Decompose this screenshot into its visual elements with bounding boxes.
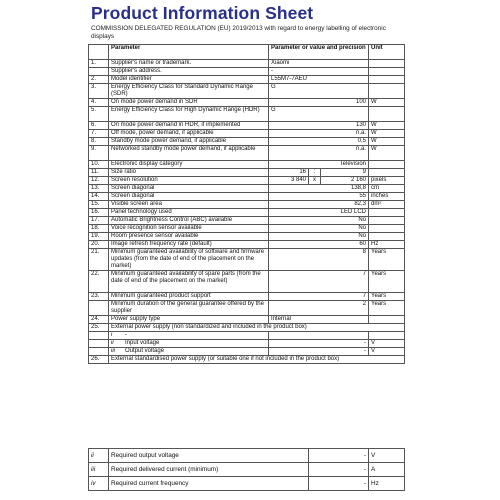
row-unit: W: [369, 138, 405, 146]
table-row: [89, 76, 405, 84]
row-parameter: Screen diagonal: [109, 193, 269, 201]
row-value: 60: [269, 241, 369, 249]
table-row: [89, 225, 405, 233]
row-parameter: Energy Efficiency Class for Standard Dynamic Range (SDR): [109, 84, 269, 99]
row-parameter: Size ratio: [109, 169, 269, 177]
power-supply-requirements-table: [88, 448, 405, 491]
row-number: [89, 68, 109, 76]
row-value: No: [269, 233, 369, 241]
requirement-roman: iv: [89, 477, 109, 491]
row-value: 8: [269, 249, 369, 271]
row-value: -: [269, 68, 369, 76]
row-number: 6.: [89, 122, 109, 130]
requirement-label: Required output voltage: [109, 449, 309, 463]
item-roman: i: [111, 332, 113, 338]
row-value: 55: [269, 193, 369, 201]
table-row: [89, 60, 405, 68]
table-row: [89, 241, 405, 249]
requirement-value: -: [309, 449, 369, 463]
row-parameter: Supplier's name or trademark.: [109, 60, 269, 68]
row-number: 25.: [89, 324, 109, 332]
row-value: 82,3: [269, 201, 369, 209]
row-parameter: Power supply type: [109, 316, 269, 324]
row-parameter: Room presence sensor available: [109, 233, 269, 241]
table-row: [89, 122, 405, 130]
row-value-a: 16: [269, 169, 309, 177]
row-value: 138,8: [269, 185, 369, 193]
item-unit: V: [369, 348, 405, 356]
row-number: 16.: [89, 209, 109, 217]
row-value: 7: [269, 293, 369, 301]
row-number: 14.: [89, 193, 109, 201]
row-value-sep: x: [309, 177, 321, 185]
header-value: Parameter or value and precision: [269, 45, 369, 60]
row-unit: inches: [369, 193, 405, 201]
table-row: [89, 249, 405, 271]
item-label: [109, 340, 269, 348]
requirement-row: [89, 477, 405, 491]
row-number: 26.: [89, 356, 109, 364]
table-row: [89, 177, 405, 185]
row-unit: [369, 84, 405, 99]
table-row: [89, 185, 405, 193]
row-number: [89, 332, 109, 340]
row-unit: Years: [369, 271, 405, 293]
row-unit: Years: [369, 301, 405, 316]
row-unit: [369, 217, 405, 225]
row-parameter: On mode power demand in HDR, if implemented: [109, 122, 269, 130]
row-parameter: Standby mode power demand, if applicable: [109, 138, 269, 146]
requirement-value: -: [309, 477, 369, 491]
table-row: [89, 217, 405, 225]
row-number: 23.: [89, 293, 109, 301]
row-unit: W: [369, 122, 405, 130]
external-supply-item: [89, 340, 405, 348]
row-value-b: 9: [321, 169, 369, 177]
row-number: [89, 348, 109, 356]
item-unit: [369, 332, 405, 340]
row-parameter: Screen resolution: [109, 177, 269, 185]
item-text: Output voltage: [125, 348, 165, 354]
item-roman: ii: [111, 340, 114, 346]
row-value: Xiaomi: [269, 60, 369, 68]
row-parameter: On mode power demand in SDR: [109, 99, 269, 107]
row-parameter: Visible screen area: [109, 201, 269, 209]
requirement-row: [89, 463, 405, 477]
table-row: [89, 169, 405, 177]
row-unit: W: [369, 130, 405, 138]
table-row: [89, 107, 405, 122]
row-number: 9.: [89, 146, 109, 161]
row-parameter: Electronic display category: [109, 161, 269, 169]
row-number: 12.: [89, 177, 109, 185]
row-number: 18.: [89, 225, 109, 233]
row-unit: Years: [369, 249, 405, 271]
external-supply-label: External power supply (non standardized and included in the product box): [109, 324, 405, 332]
requirement-label: Required delivered current (minimum): [109, 463, 309, 477]
requirement-roman: ii: [89, 449, 109, 463]
table-row: [89, 161, 405, 169]
row-parameter: Supplier's address.: [109, 68, 269, 76]
table-row: [89, 201, 405, 209]
row-number: 24.: [89, 316, 109, 324]
table-body: [89, 45, 405, 364]
row-parameter: Panel technology used: [109, 209, 269, 217]
row-number: 8.: [89, 138, 109, 146]
row-number: 15.: [89, 201, 109, 209]
row-parameter: Screen diagonal: [109, 185, 269, 193]
row-unit: W: [369, 146, 405, 161]
table-row: [89, 271, 405, 293]
row-value: n.a.: [269, 146, 369, 161]
table-row: [89, 301, 405, 316]
row-value: L55M7-7AEU: [269, 76, 369, 84]
row-value: Television: [269, 161, 369, 169]
row-number: 20.: [89, 241, 109, 249]
row-parameter: Minimum guaranteed availability of spare parts (from the date of end of the placement on the market): [109, 271, 269, 293]
table-row: [89, 316, 405, 324]
row-unit: [369, 233, 405, 241]
table-row: [89, 84, 405, 99]
table-header-row: [89, 45, 405, 60]
row-number: [89, 301, 109, 316]
table-row: [89, 146, 405, 161]
requirement-row: [89, 449, 405, 463]
row-unit: [369, 225, 405, 233]
table-row: [89, 233, 405, 241]
row-parameter: Model identifier: [109, 76, 269, 84]
row-parameter: Voice recognition sensor available: [109, 225, 269, 233]
row-value: 0,5: [269, 138, 369, 146]
requirement-unit: Hz: [369, 477, 405, 491]
row-unit: Years: [369, 293, 405, 301]
row-value: No: [269, 225, 369, 233]
row-number: 7.: [89, 130, 109, 138]
table-row: [89, 193, 405, 201]
row-value: 100: [269, 99, 369, 107]
row-value: No: [269, 217, 369, 225]
row-value: 130: [269, 122, 369, 130]
row-value: G: [269, 107, 369, 122]
row-number: 11.: [89, 169, 109, 177]
row-value-b: 2 160: [321, 177, 369, 185]
row-unit: [369, 209, 405, 217]
external-supply-row: [89, 324, 405, 332]
row-unit: cm: [369, 185, 405, 193]
row-value-sep: :: [309, 169, 321, 177]
requirement-roman: iii: [89, 463, 109, 477]
table-row: [89, 293, 405, 301]
row-parameter: Minimum guaranteed availability of software and firmware updates (from the date of end of the placement on the market): [109, 249, 269, 271]
header-number-cell: [89, 45, 109, 60]
requirement-unit: V: [369, 449, 405, 463]
item-value: -: [269, 348, 369, 356]
external-supply-item: [89, 332, 405, 340]
item-text: -: [125, 332, 127, 338]
row-parameter: Minimum duration of the general guarantee offered by the supplier: [109, 301, 269, 316]
table-row: [89, 99, 405, 107]
requirement-unit: A: [369, 463, 405, 477]
table-row: [89, 138, 405, 146]
table-row: [89, 68, 405, 76]
table-row: [89, 130, 405, 138]
external-standard-label: External standardised power supply (or suitable one if not included in the product box): [109, 356, 405, 364]
row-unit: [369, 161, 405, 169]
external-supply-item: [89, 348, 405, 356]
row-unit: pixels: [369, 177, 405, 185]
row-unit: [369, 169, 405, 177]
header-parameter: Parameter: [109, 45, 269, 60]
row-number: 19.: [89, 233, 109, 241]
item-value: [269, 332, 369, 340]
page-title: Product Information Sheet: [91, 3, 314, 23]
row-value: n.a.: [269, 130, 369, 138]
row-value: LED LCD: [269, 209, 369, 217]
row-value: 7: [269, 271, 369, 293]
row-number: 17.: [89, 217, 109, 225]
row-unit: [369, 76, 405, 84]
row-number: 1.: [89, 60, 109, 68]
item-unit: V: [369, 340, 405, 348]
product-parameter-table: [88, 44, 405, 364]
requirements-body: [89, 449, 405, 491]
row-parameter: Networked standby mode power demand, if applicable: [109, 146, 269, 161]
regulation-subtitle: COMMISSION DELEGATED REGULATION (EU) 2019/2013 with regard to energy labelling of electronic displays: [91, 25, 386, 41]
row-value: G: [269, 84, 369, 99]
item-label: [109, 348, 269, 356]
row-unit: dm²: [369, 201, 405, 209]
row-parameter: Minimum guaranteed product support: [109, 293, 269, 301]
row-number: 22.: [89, 271, 109, 293]
row-unit: [369, 107, 405, 122]
row-number: 10.: [89, 161, 109, 169]
row-value-a: 3 840: [269, 177, 309, 185]
row-value: 2: [269, 301, 369, 316]
row-parameter: Off mode, power demand, if applicable: [109, 130, 269, 138]
row-unit: Hz: [369, 241, 405, 249]
row-value: Internal: [269, 316, 369, 324]
item-text: Input voltage: [125, 340, 160, 346]
row-parameter: Energy Efficiency Class for High Dynamic Range (HDR): [109, 107, 269, 122]
row-number: 3.: [89, 84, 109, 99]
item-value: -: [269, 340, 369, 348]
item-roman: iii: [111, 348, 115, 354]
row-number: 5.: [89, 107, 109, 122]
row-unit: [369, 68, 405, 76]
row-unit: W: [369, 99, 405, 107]
row-number: 21.: [89, 249, 109, 271]
item-label: [109, 332, 269, 340]
row-parameter: Automatic Brightness Control (ABC) available: [109, 217, 269, 225]
header-unit: Unit: [369, 45, 405, 60]
row-number: 13.: [89, 185, 109, 193]
requirement-label: Required current frequency: [109, 477, 309, 491]
row-unit: [369, 60, 405, 68]
table-row: [89, 209, 405, 217]
row-parameter: Image refresh frequency rate (default): [109, 241, 269, 249]
row-unit: [369, 316, 405, 324]
requirement-value: -: [309, 463, 369, 477]
row-number: 4.: [89, 99, 109, 107]
external-standard-row: [89, 356, 405, 364]
row-number: 2.: [89, 76, 109, 84]
row-number: [89, 340, 109, 348]
